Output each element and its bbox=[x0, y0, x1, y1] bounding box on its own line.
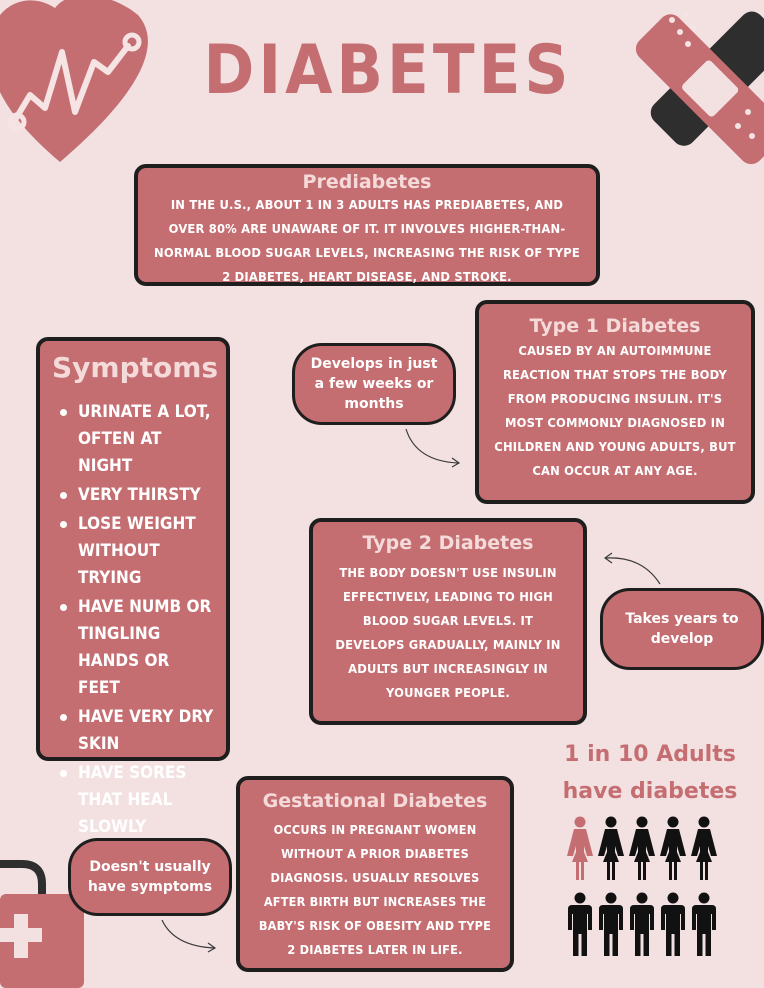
person-icon bbox=[628, 892, 656, 958]
person-icon bbox=[597, 892, 625, 958]
person-icon bbox=[628, 816, 656, 882]
gestational-text: OCCURS IN PREGNANT WOMEN WITHOUT A PRIOR DIABETES DIAGNOSIS. USUALLY RESOLVES AFTER BIRTH BUT INCREASES THE BABY'S RISK OF OBESITY AND TYPE 2 DIABETES LATER IN LIFE. bbox=[258, 822, 492, 957]
people-grid bbox=[566, 816, 726, 966]
type2-text: THE BODY DOESN'T USE INSULIN EFFECTIVELY, LEADING TO HIGH BLOOD SUGAR LEVELS. IT DEVELOPS GRADUALLY, MAINLY IN ADULTS BUT INCREASINGLY IN YOUNGER PEOPLE. bbox=[335, 566, 561, 701]
bandage-icon bbox=[628, 0, 764, 180]
page-title: DIABETES bbox=[203, 31, 573, 110]
person-icon bbox=[659, 816, 687, 882]
arrow-icon bbox=[600, 550, 670, 590]
symptoms-card bbox=[36, 337, 230, 837]
type2-heading: Type 2 Diabetes bbox=[362, 532, 534, 554]
symptom-item: LOSE WEIGHT WITHOUT TRYING bbox=[52, 511, 216, 592]
stat-line2: have diabetes bbox=[562, 779, 738, 804]
gestational-note-text: Doesn't usually have symptoms bbox=[87, 859, 213, 895]
type1-note bbox=[292, 343, 456, 425]
person-icon bbox=[690, 892, 718, 958]
arrow-icon bbox=[400, 425, 470, 470]
symptoms-heading: Symptoms bbox=[52, 351, 219, 384]
symptom-item: URINATE A LOT, OFTEN AT NIGHT bbox=[52, 399, 216, 480]
gestational-card bbox=[236, 776, 514, 972]
person-icon bbox=[566, 892, 594, 958]
symptoms-list bbox=[52, 399, 216, 841]
type1-text: CAUSED BY AN AUTOIMMUNE REACTION THAT STOPS THE BODY FROM PRODUCING INSULIN. IT'S MOST COMMONLY DIAGNOSED IN CHILDREN AND YOUNG ADULTS, BUT CAN OCCUR AT ANY AGE. bbox=[494, 344, 736, 479]
type1-note-text: Develops in just a few weeks or months bbox=[310, 356, 438, 412]
person-icon bbox=[597, 816, 625, 882]
person-icon bbox=[690, 816, 718, 882]
type2-note bbox=[600, 588, 764, 670]
person-icon bbox=[659, 892, 687, 958]
gestational-heading: Gestational Diabetes bbox=[262, 790, 488, 812]
symptom-item: HAVE SORES THAT HEAL SLOWLY bbox=[52, 760, 216, 841]
stat-line1: 1 in 10 Adults bbox=[564, 742, 736, 767]
type2-card bbox=[309, 518, 587, 725]
type2-note-text: Takes years to develop bbox=[625, 611, 739, 647]
arrow-icon bbox=[156, 916, 226, 956]
person-icon bbox=[566, 816, 594, 882]
gestational-note bbox=[68, 838, 232, 916]
prediabetes-heading: Prediabetes bbox=[302, 171, 432, 193]
symptom-item: HAVE VERY DRY SKIN bbox=[52, 704, 216, 758]
symptom-item: HAVE NUMB OR TINGLING HANDS OR FEET bbox=[52, 594, 216, 702]
prediabetes-card bbox=[134, 164, 600, 286]
symptom-item: VERY THIRSTY bbox=[52, 482, 216, 509]
type1-heading: Type 1 Diabetes bbox=[529, 315, 701, 337]
heart-heartbeat-icon bbox=[0, 0, 160, 165]
type1-card bbox=[475, 300, 755, 504]
prediabetes-text: IN THE U.S., ABOUT 1 IN 3 ADULTS HAS PREDIABETES, AND OVER 80% ARE UNAWARE OF IT. IT INVOLVES HIGHER-THAN-NORMAL BLOOD SUGAR LEVELS, INCREASING THE RISK OF TYPE 2 DIABETES, HEART DISEASE, AND STROKE. bbox=[154, 198, 580, 285]
